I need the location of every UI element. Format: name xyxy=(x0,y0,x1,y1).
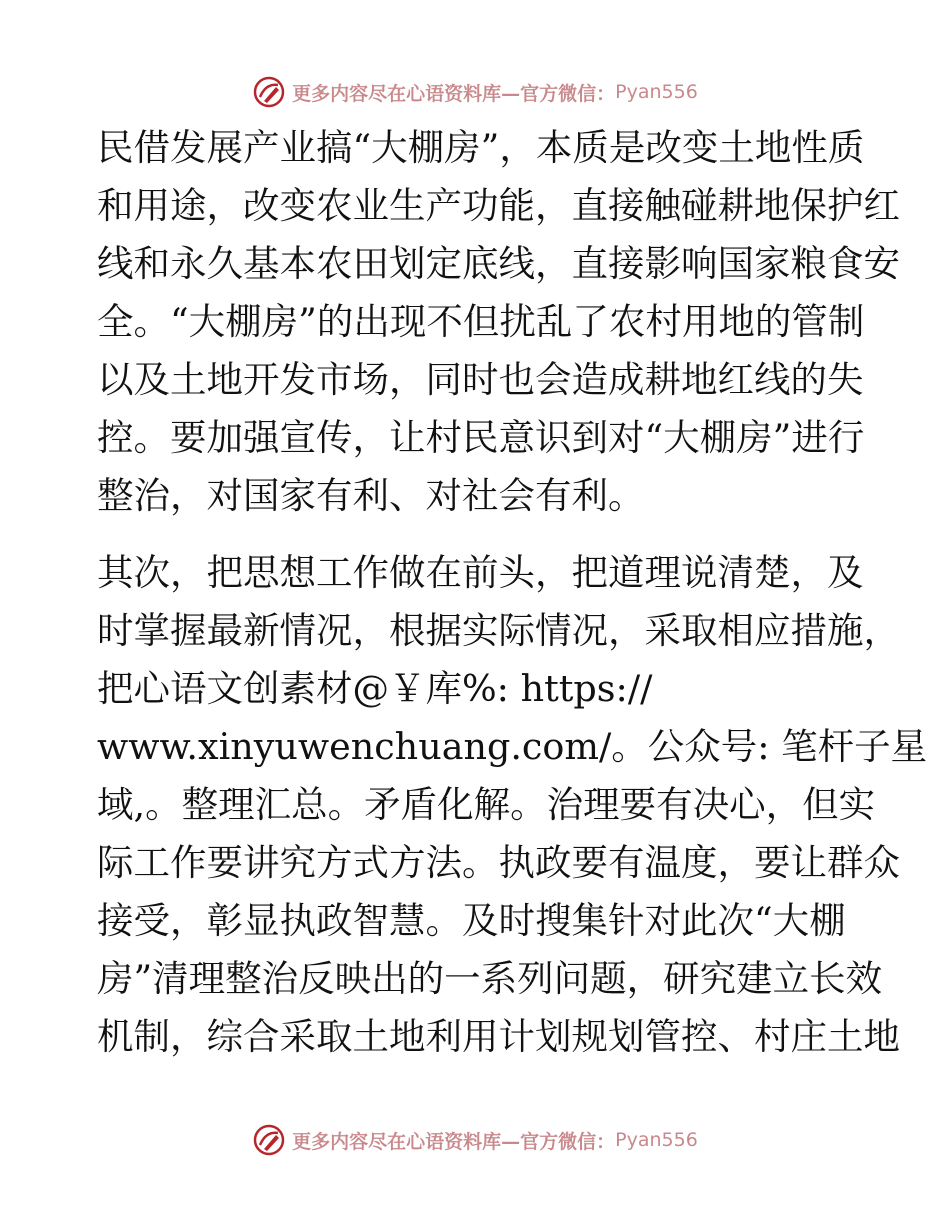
header-wechat-id: Pyan556 xyxy=(615,81,698,103)
body-line: 整治，对国家有利、对社会有利。 xyxy=(97,474,645,517)
footer-wechat-id: Pyan556 xyxy=(615,1129,698,1151)
body-line: 以及土地开发市场，同时也会造成耕地红线的失 xyxy=(97,358,864,401)
body-line: 接受，彰显执政智慧。及时搜集针对此次“大棚 xyxy=(97,899,846,942)
body-line: 把心语文创素材@￥库%: https:// xyxy=(97,667,653,710)
body-line: 全。“大棚房”的出现不但扰乱了农村用地的管制 xyxy=(97,300,865,343)
body-line: 域,。整理汇总。矛盾化解。治理要有决心，但实 xyxy=(97,783,876,826)
logo-icon xyxy=(252,1123,286,1157)
body-line: 和用途，改变农业生产功能，直接触碰耕地保护红 xyxy=(97,184,900,227)
header-slogan: 更多内容尽在心语资料库—官方微信： xyxy=(292,82,616,105)
logo-icon xyxy=(252,75,286,109)
body-line: 时掌握最新情况，根据实际情况，采取相应措施， xyxy=(97,609,900,652)
footer-banner xyxy=(0,1120,950,1160)
header-banner xyxy=(0,72,950,112)
body-line: 民借发展产业搞“大棚房”，本质是改变土地性质 xyxy=(97,126,865,169)
body-line: 其次，把思想工作做在前头，把道理说清楚，及 xyxy=(97,551,864,594)
body-line: 控。要加强宣传，让村民意识到对“大棚房”进行 xyxy=(97,416,865,459)
footer-slogan: 更多内容尽在心语资料库—官方微信： xyxy=(292,1130,616,1153)
body-line: 际工作要讲究方式方法。执政要有温度，要让群众 xyxy=(97,841,900,884)
body-line: 房”清理整治反映出的一系列问题，研究建立长效 xyxy=(97,957,883,1000)
body-line: 机制，综合采取土地利用计划规划管控、村庄土地 xyxy=(97,1015,900,1058)
body-line: www.xinyuwenchuang.com/。公众号: 笔杆子星 xyxy=(97,725,928,768)
body-line: 线和永久基本农田划定底线，直接影响国家粮食安 xyxy=(97,242,900,285)
